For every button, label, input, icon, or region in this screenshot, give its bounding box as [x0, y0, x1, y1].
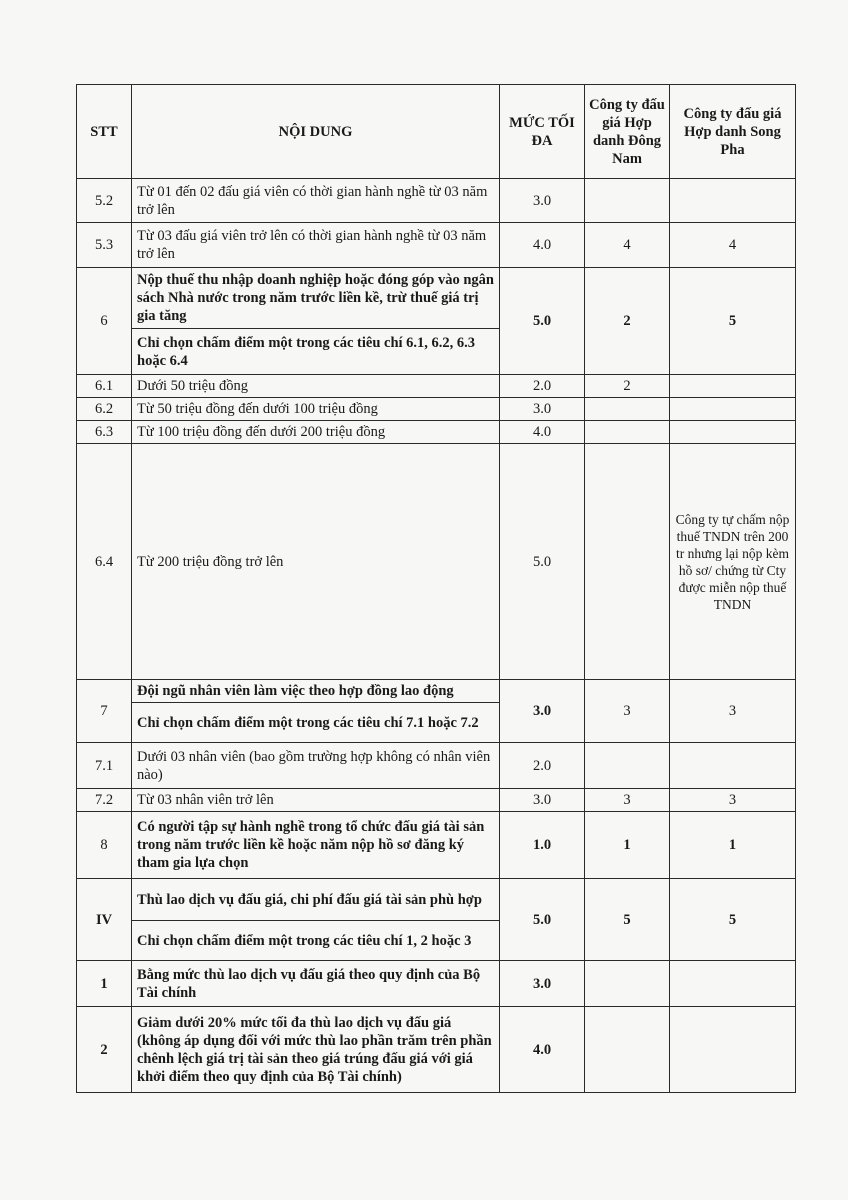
row-song-pha — [670, 743, 796, 789]
row-max: 2.0 — [500, 743, 585, 789]
row-song-pha-note: Công ty tự chấm nộp thuế TNDN trên 200 tr nhưng lại nộp kèm hồ sơ/ chứng từ Cty được miễn nộp thuế TNDN — [670, 444, 796, 680]
table-row — [77, 789, 796, 812]
row-max: 5.0 — [500, 444, 585, 680]
row-content: Giảm dưới 20% mức tối đa thù lao dịch vụ đấu giá (không áp dụng đối với mức thù lao phần trăm trên phần chênh lệch giá trị tài sản theo giá trúng đấu giá với giá khởi điểm theo quy định của Bộ Tài chính) — [132, 1007, 500, 1093]
row-max: 3.0 — [500, 680, 585, 743]
row-content: Có người tập sự hành nghề trong tổ chức đấu giá tài sản trong năm trước liền kề hoặc năm nộp hồ sơ đăng ký tham gia lựa chọn — [132, 812, 500, 879]
row-content: Đội ngũ nhân viên làm việc theo hợp đồng lao động — [132, 680, 500, 703]
row-song-pha — [670, 398, 796, 421]
row-stt: 7.2 — [77, 789, 132, 812]
row-song-pha — [670, 375, 796, 398]
row-stt: 6.3 — [77, 421, 132, 444]
row-dong-nam — [585, 398, 670, 421]
row-stt: IV — [77, 879, 132, 961]
header-content: NỘI DUNG — [132, 85, 500, 179]
row-content: Từ 03 đấu giá viên trở lên có thời gian hành nghề từ 03 năm trở lên — [132, 223, 500, 268]
row-song-pha — [670, 1007, 796, 1093]
table-row — [77, 961, 796, 1007]
row-song-pha — [670, 421, 796, 444]
row-song-pha: 5 — [670, 879, 796, 961]
row-stt: 7 — [77, 680, 132, 743]
header-max: MỨC TỐI ĐA — [500, 85, 585, 179]
table-row — [77, 743, 796, 789]
row-content: Bằng mức thù lao dịch vụ đấu giá theo quy định của Bộ Tài chính — [132, 961, 500, 1007]
row-stt: 5.2 — [77, 179, 132, 223]
row-song-pha — [670, 961, 796, 1007]
row-content: Từ 100 triệu đồng đến dưới 200 triệu đồng — [132, 421, 500, 444]
row-content: Từ 03 nhân viên trở lên — [132, 789, 500, 812]
row-stt: 6.4 — [77, 444, 132, 680]
table-row — [77, 375, 796, 398]
header-dong-nam: Công ty đấu giá Hợp danh Đông Nam — [585, 85, 670, 179]
table-row — [77, 879, 796, 921]
row-content: Nộp thuế thu nhập doanh nghiệp hoặc đóng góp vào ngân sách Nhà nước trong năm trước liền kề, trừ thuế giá trị gia tăng — [132, 268, 500, 329]
table-row — [77, 444, 796, 680]
row-max: 5.0 — [500, 879, 585, 961]
row-dong-nam: 2 — [585, 268, 670, 375]
row-max: 3.0 — [500, 961, 585, 1007]
row-max: 2.0 — [500, 375, 585, 398]
table-row — [77, 223, 796, 268]
row-dong-nam — [585, 961, 670, 1007]
row-stt: 2 — [77, 1007, 132, 1093]
table-row — [77, 680, 796, 703]
row-stt: 7.1 — [77, 743, 132, 789]
row-max: 3.0 — [500, 789, 585, 812]
table-row — [77, 268, 796, 329]
row-dong-nam — [585, 179, 670, 223]
row-content-note: Chỉ chọn chấm điểm một trong các tiêu chí 7.1 hoặc 7.2 — [132, 703, 500, 743]
row-max: 5.0 — [500, 268, 585, 375]
row-content: Từ 200 triệu đồng trở lên — [132, 444, 500, 680]
row-dong-nam: 2 — [585, 375, 670, 398]
row-stt: 8 — [77, 812, 132, 879]
row-song-pha — [670, 179, 796, 223]
row-dong-nam: 1 — [585, 812, 670, 879]
row-content: Từ 50 triệu đồng đến dưới 100 triệu đồng — [132, 398, 500, 421]
row-song-pha: 5 — [670, 268, 796, 375]
row-dong-nam — [585, 444, 670, 680]
row-dong-nam: 5 — [585, 879, 670, 961]
row-stt: 6 — [77, 268, 132, 375]
row-content: Dưới 50 triệu đồng — [132, 375, 500, 398]
row-max: 3.0 — [500, 179, 585, 223]
row-song-pha: 1 — [670, 812, 796, 879]
row-max: 1.0 — [500, 812, 585, 879]
row-stt: 1 — [77, 961, 132, 1007]
row-max: 3.0 — [500, 398, 585, 421]
row-stt: 6.2 — [77, 398, 132, 421]
row-content-note: Chỉ chọn chấm điểm một trong các tiêu chí 6.1, 6.2, 6.3 hoặc 6.4 — [132, 329, 500, 375]
row-content: Từ 01 đến 02 đấu giá viên có thời gian hành nghề từ 03 năm trở lên — [132, 179, 500, 223]
row-content: Dưới 03 nhân viên (bao gồm trường hợp không có nhân viên nào) — [132, 743, 500, 789]
header-song-pha: Công ty đấu giá Hợp danh Song Pha — [670, 85, 796, 179]
table-row — [77, 421, 796, 444]
evaluation-table — [76, 84, 796, 1093]
row-max: 4.0 — [500, 421, 585, 444]
row-max: 4.0 — [500, 223, 585, 268]
row-content: Thù lao dịch vụ đấu giá, chi phí đấu giá tài sản phù hợp — [132, 879, 500, 921]
row-dong-nam: 4 — [585, 223, 670, 268]
row-song-pha: 3 — [670, 789, 796, 812]
table-row — [77, 1007, 796, 1093]
table-row — [77, 812, 796, 879]
row-song-pha: 3 — [670, 680, 796, 743]
table-row — [77, 398, 796, 421]
row-content-note: Chỉ chọn chấm điểm một trong các tiêu chí 1, 2 hoặc 3 — [132, 921, 500, 961]
row-dong-nam: 3 — [585, 789, 670, 812]
row-dong-nam — [585, 421, 670, 444]
row-stt: 6.1 — [77, 375, 132, 398]
row-max: 4.0 — [500, 1007, 585, 1093]
row-dong-nam: 3 — [585, 680, 670, 743]
row-dong-nam — [585, 743, 670, 789]
row-song-pha: 4 — [670, 223, 796, 268]
table-row — [77, 179, 796, 223]
row-dong-nam — [585, 1007, 670, 1093]
header-stt: STT — [77, 85, 132, 179]
table-header-row — [77, 85, 796, 179]
row-stt: 5.3 — [77, 223, 132, 268]
